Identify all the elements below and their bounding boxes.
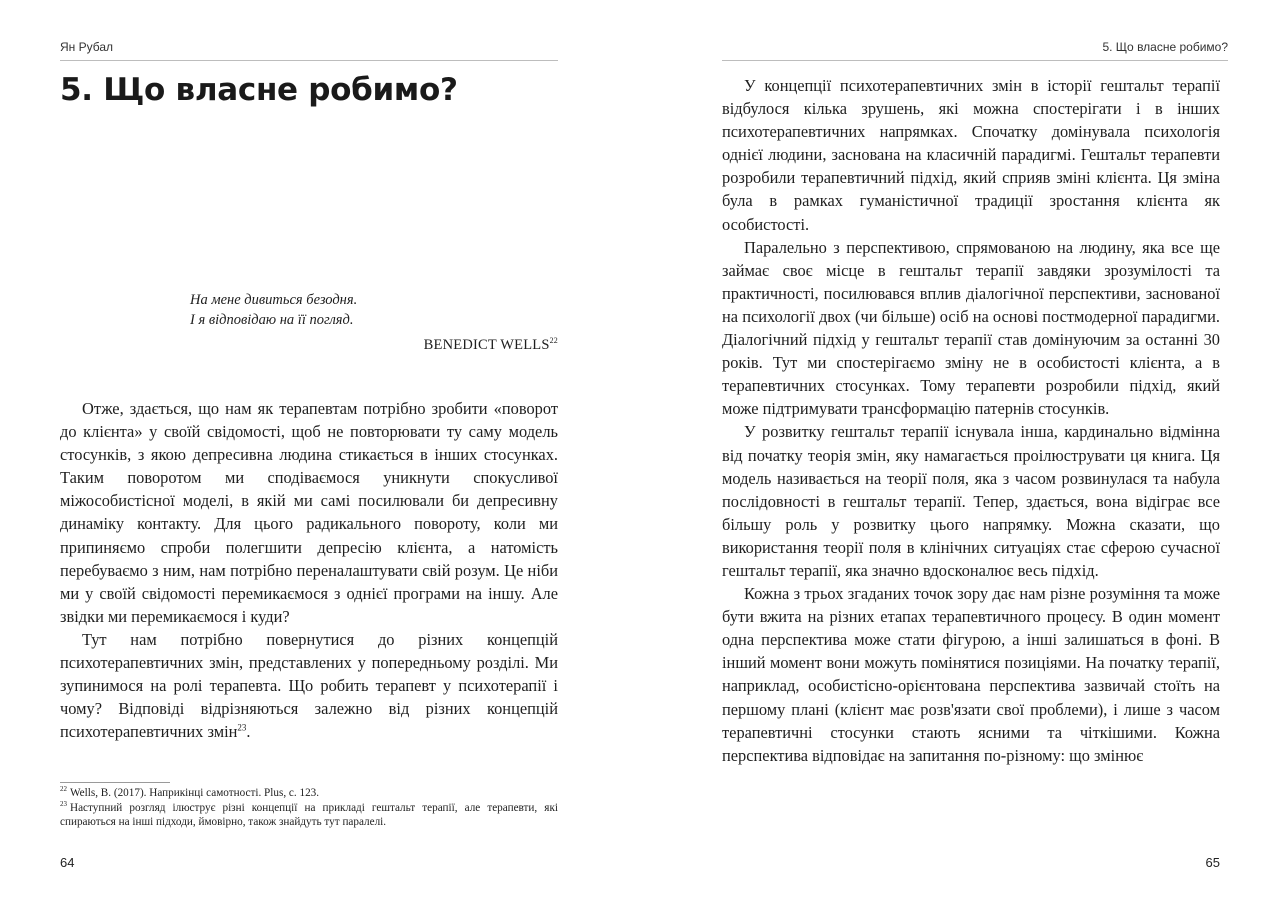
footnote-ref: 23 [237,722,247,733]
footnote-rule [60,782,170,783]
left-body-text [60,397,558,743]
page-number: 65 [1205,855,1220,870]
epigraph-line: І я відповідаю на її погляд. [190,312,354,328]
footnote-mark: 23 [60,800,67,809]
body-paragraph: Тут нам потрібно повернутися до різних концепцій психотерапевтичних змін, представлених у попередньому розділі. Ми зупинимося на ролі терапевта. Що робить терапевт у психотерапії і чому? Відповіді відрізняються залежно від різних концепцій психотерапевтичних змін$^{23}$. [60,629,558,742]
body-paragraph: Отже, здається, що нам як терапевтам потрібно зробити «поворот до клієнта» у своїй свідомості, щоб не повторювати ту саму модель стосунків, з якою депресивна людина стикається в інших стосунках. Таким поворотом ми сподіваємося уникнути спокусливої міжособистісної моделі, в якій ми самі посилювали би депресивну динаміку контакту. Для цього радикального повороту, коли ми припиняємо спроби полегшити депресію клієнта, а натомість перебуваємо з ним, нам потрібно переналаштувати свій розум. Це ніби ми у своїй свідомості перемикаємося з однієї програми на іншу. Але звідки ми перемикаємося і куди? [60,399,558,626]
epigraph-author [190,331,558,355]
body-paragraph: Паралельно з перспективою, спрямованою на людину, яка все ще займає своє місце в гештальт терапії завдяки зрозумілості та практичності, посилювався вплив діалогічної перспективи, заснованої на психології двох (чи більше) осіб на основі постмодерної парадигми. Діалогічний підхід у гештальт терапії став домінуючим за останні 30 років. Тут ми спостерігаємо зміну не в особистості клієнта, а в терапевтичних стосунках. Тому терапевти розробили підхід, який може підтримувати трансформацію патернів стосунків. [722,237,1220,419]
footnote [60,786,558,800]
header-rule [60,60,558,61]
footnote-mark: 22 [60,785,67,794]
running-head-chapter: 5. Що власне робимо? [1102,40,1228,54]
chapter-title: 5. Що власне робимо? [60,72,458,108]
footnote-ref: 22 [549,336,558,345]
footnotes [60,786,558,830]
footnote [60,801,558,829]
body-paragraph: Кожна з трьох згаданих точок зору дає нам різне розуміння та може бути вжита на різних етапах терапевтичного процесу. В один момент одна перспектива може стати фігурою, а інші залишаться в фоні. В інший момент вони можуть помінятися позиціями. На початку терапії, наприклад, особистісно-орієнтована перспектива зазвичай стоїть на першому плані (клієнт має розв'язати свої проблеми), і лише з часом терапевтичні стосунки стають ясними та чіткішими. Кожна перспектива відповідає на запитання по-різному: що змінює [722,584,1220,765]
body-paragraph-text: Тут нам потрібно повернутися до різних концепцій психотерапевтичних змін, представлених у попередньому розділі. Ми зупинимося на ролі терапевта. Що робить терапевт у психотерапії і чому? Відповіді відрізняються залежно від різних концепцій психотерапевтичних змін [60,629,558,742]
page-number: 64 [60,855,75,870]
epigraph-line: На мене дивиться безодня. [190,292,358,308]
epigraph [190,290,558,355]
right-body-text [722,74,1220,767]
body-paragraph: У розвитку гештальт терапії існувала інша, кардинально відмінна від початку теорія змін, яку намагається проілюструвати ця книга. Ця модель називається на теорії поля, яка з часом розвинулася та набула послідовності в гештальт терапії. Тепер, здається, вона відіграє все більшу роль у розвитку цього напрямку. Можна сказати, що використання теорії поля в клінічних ситуаціях стає сферою сучасної гештальт терапії, яка значно вдосконалює весь підхід. [722,422,1220,580]
body-paragraph: У концепції психотерапевтичних змін в історії гештальт терапії відбулося кілька зрушень, які можна спостерігати і в інших психотерапевтичних напрямках. Спочатку домінувала психологія однієї людини, заснована на класичній парадигмі. Гештальт терапевти розробили терапевтичний підхід, який сприяв зміні клієнта. Ця зміна була в рамках гуманістичної традиції зростання клієнта як особистості. [722,76,1220,234]
running-head-author: Ян Рубал [60,40,114,54]
header-rule [722,60,1228,61]
footnote-text: Wells, B. (2017). Наприкінці самотності. Plus, c. 123. [70,787,320,799]
epigraph-author-name: BENEDICT WELLS [423,336,550,353]
right-page [640,0,1280,907]
footnote-text: Наступний розгляд ілюструє різні концепції на прикладі гештальт терапії, але терапевти, які спираються на інші підходи, ймовірно, також знайдуть тут паралелі. [60,802,558,828]
